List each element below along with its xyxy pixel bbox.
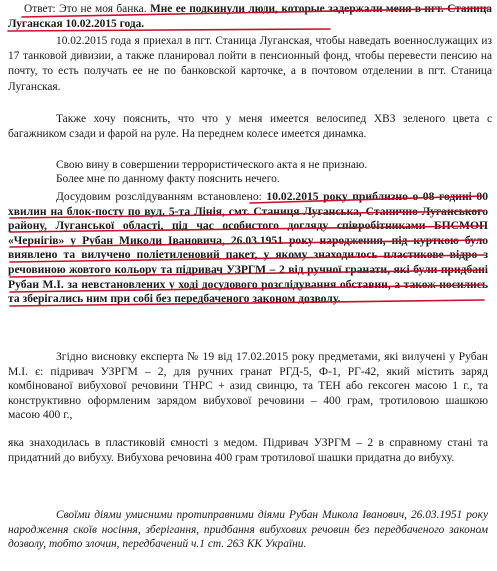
arrival-paragraph: 10.02.2015 года я приехал в пгт. Станица Луганская, чтобы наведать военнослужащих из 17 танковой дивизии, а также планировал пойти в пенсионный фонд, чтобы перевести пенсию на почту, то есть получать ее не по банковской карточке, а в почтовом отделении в пгт. Станица Луганская. — [8, 35, 492, 93]
page-break-gap — [0, 425, 497, 433]
container-paragraph: яка знаходилась в пластиковій ємності з медом. Підривач УЗРГМ – 2 в справному стані та придатний до вибуху. Вибухова речовина 400 грам тротилової шашки придатна до вибуху. — [8, 436, 488, 464]
answer-bold-statement: Мне ее подкинули люди, которые задержали меня в пгт. Станица Луганская 10.02.2015 года. — [8, 3, 492, 31]
investigation-paragraph — [8, 190, 488, 307]
investigation-lead: Досудовим розслідуванням встановлено: — [56, 190, 267, 203]
nothing-more-paragraph: Более мне по данному факту пояснить нечего. — [56, 173, 280, 185]
bicycle-paragraph: Также хочу пояснить, что что у меня имеется велосипед ХВЗ зеленого цвета с багажником сзади и фарой на руле. На переднем колесе имеется динамка. — [8, 113, 492, 141]
charge-paragraph: Своїми діями умисними протиправними діями Рубан Микола Іванович, 26.03.1951 року народження скоїв носіння, зберігання, придбання вибухових речовин без передбаченого законом дозволу, тобто злочин, передбачений ч.1 ст. 263 КК України. — [8, 509, 488, 551]
answer-paragraph — [8, 2, 492, 32]
expert-conclusion-paragraph: Згідно висновку експерта № 19 від 17.02.2015 року предметами, які вилучені у Рубан М.І. є: підривач УЗРГМ – 2, для ручних гранат РГД-5, Ф-1, РГ-42, який містить заряд комбінованої вибухової речовини ТНРС + азид свинцю, та ТЕН або гексоген масою 1 г., та конструктивно оформленим зарядом вибухової речовини – 400 грам, тротиловою шашкою масою 400 г., — [8, 350, 488, 422]
investigation-bold-findings: 10.02.2015 року приблизно о 08 годині 00 хвилин на блок-посту по вул. 5-та Лінія, смт. Станиця Луганська, Станично-Луганського району, Луганської області, під час особистого догляду співробітниками БПСМОП «Чернігів» у Рубан Миколи Івановича, 26.03.1951 року народження, під курткою було виявлено та вилучено поліетиленовий пакет, у якому знаходилось пластикове відро з речовиною жовтого кольору та підривач УЗРГМ – 2 від ручної гранати, які були придбані Рубан М.І. за невстановлених у ході досудового розслідування обставин, а також носились та зберігались ним при собі без передбаченого законом дозволу. — [8, 190, 488, 306]
guilt-denial-paragraph: Свою вину в совершении террористического акта я не признаю. — [56, 159, 368, 171]
answer-lead: Ответ: Это не моя банка. — [24, 3, 150, 15]
